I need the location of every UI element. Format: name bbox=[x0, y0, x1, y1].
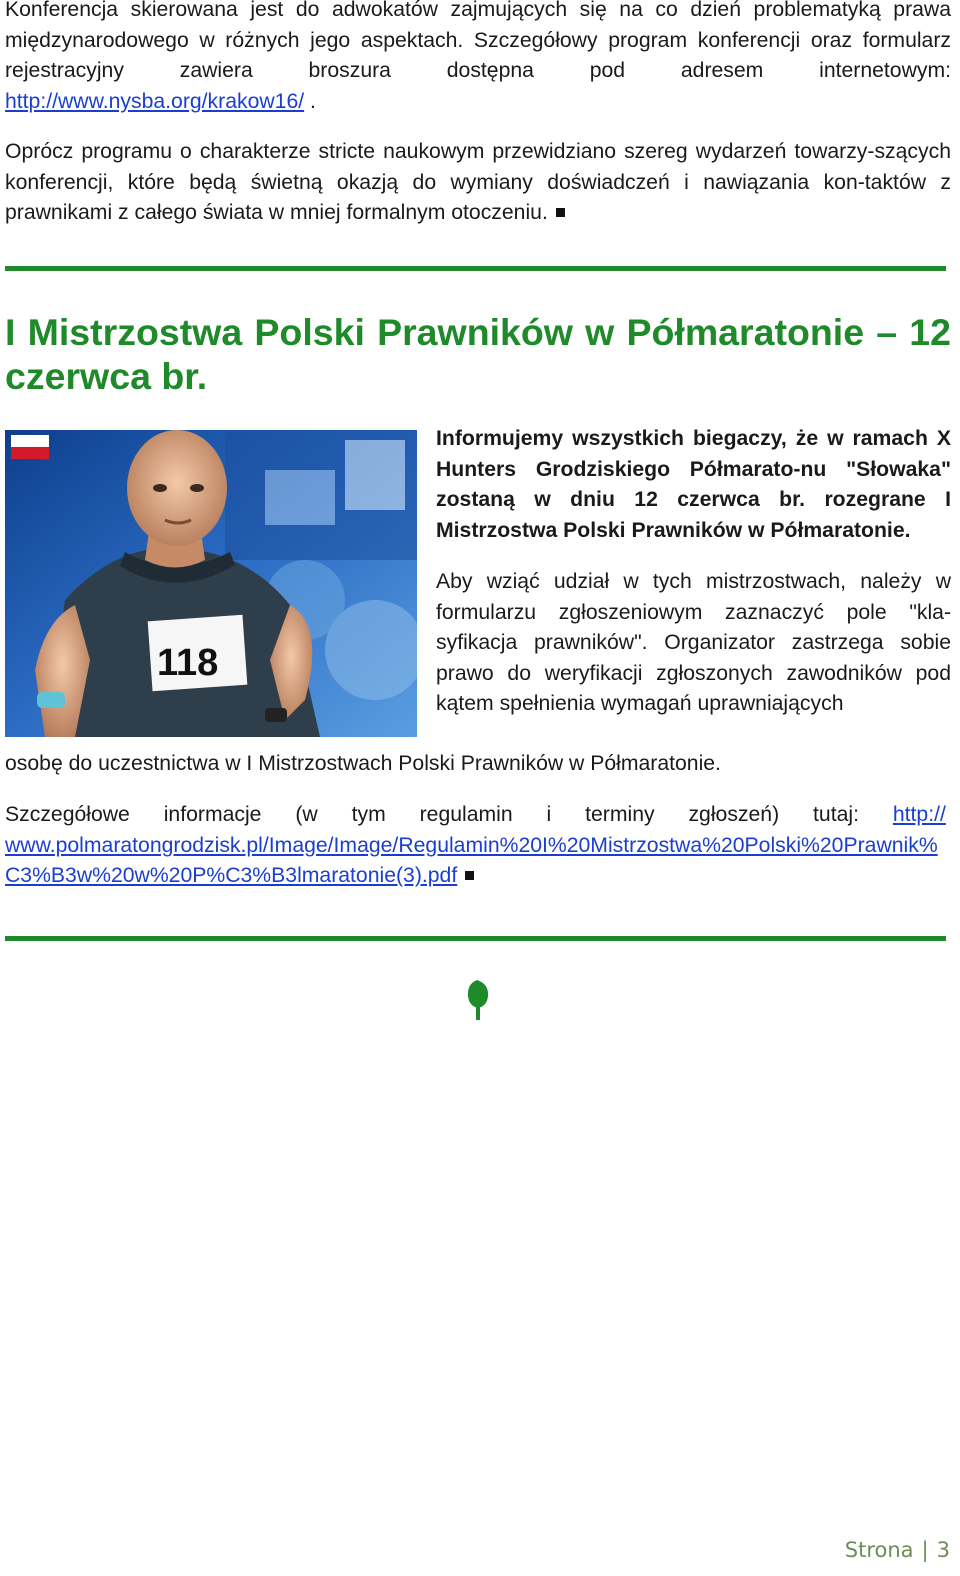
events-paragraph bbox=[5, 137, 951, 229]
footer-label: Strona bbox=[844, 1538, 914, 1562]
intro-text: Konferencja skierowana jest do adwokatów zajmujących się na co dzień problematyką prawa międzynarodowego w różnych jego aspektach. Szczegółowy program konferencji oraz formularz rejestracyjny zawiera broszura dostępna pod adresem internetowym: bbox=[5, 0, 951, 82]
events-text: Oprócz programu o charakterze stricte naukowym przewidziano szereg wydarzeń towarzy-szących konferencji, które będą świetną okazją do wymiany doświadczeń i nawiązania kon-taktów z prawnikami z całego świata w mniej formalnym otoczeniu. bbox=[5, 140, 951, 224]
section-divider-top bbox=[5, 266, 946, 271]
nysba-link[interactable]: http://www.nysba.org/krakow16/ bbox=[5, 89, 305, 113]
end-bullet-2 bbox=[465, 871, 474, 880]
runner-photo bbox=[5, 430, 417, 737]
page-number: 3 bbox=[936, 1538, 950, 1562]
regulamin-link[interactable]: http://www.polmaratongrodzisk.pl/Image/Image/Regulamin%20I%20Mistrzostwa%20Polski%20Prawnik%C3%B3w%20w%20P%C3%B3lmaratonie(3).pdf bbox=[5, 803, 946, 887]
intro-after: . bbox=[304, 89, 316, 113]
intro-paragraph bbox=[5, 0, 951, 117]
article-body-right: Aby wziąć udział w tych mistrzostwach, należy w formularzu zgłoszeniowym zaznaczyć pole "kla-syfikacja prawników". Organizator zastrzega sobie prawo do weryfikacji zgłoszonych zawodników pod kątem spełnienia wymagań uprawniających bbox=[436, 570, 951, 715]
article-lead: Informujemy wszystkich biegaczy, że w ramach X Hunters Grodziskiego Półmarato-nu "Słowaka" zostaną w dniu 12 czerwca br. rozegrane I Mistrzostwa Polski Prawników w Półmaratonie. bbox=[436, 427, 951, 542]
details-text: Szczegółowe informacje (w tym regulamin i terminy zgłoszeń) tutaj: bbox=[5, 803, 893, 826]
article-body-full: osobę do uczestnictwa w I Mistrzostwach Polski Prawników w Półmaratonie. bbox=[5, 752, 721, 775]
bib-number: 118 bbox=[157, 642, 219, 684]
leaf-icon bbox=[463, 978, 493, 1028]
end-bullet bbox=[556, 208, 565, 217]
article-headline: I Mistrzostwa Polski Prawników w Półmaratonie – 12 czerwca br. bbox=[5, 311, 951, 397]
details-paragraph bbox=[5, 800, 951, 892]
section-divider-bottom bbox=[5, 936, 946, 941]
article-right-column bbox=[436, 424, 951, 720]
page-footer bbox=[845, 1538, 950, 1562]
footer-separator: | bbox=[921, 1538, 929, 1562]
